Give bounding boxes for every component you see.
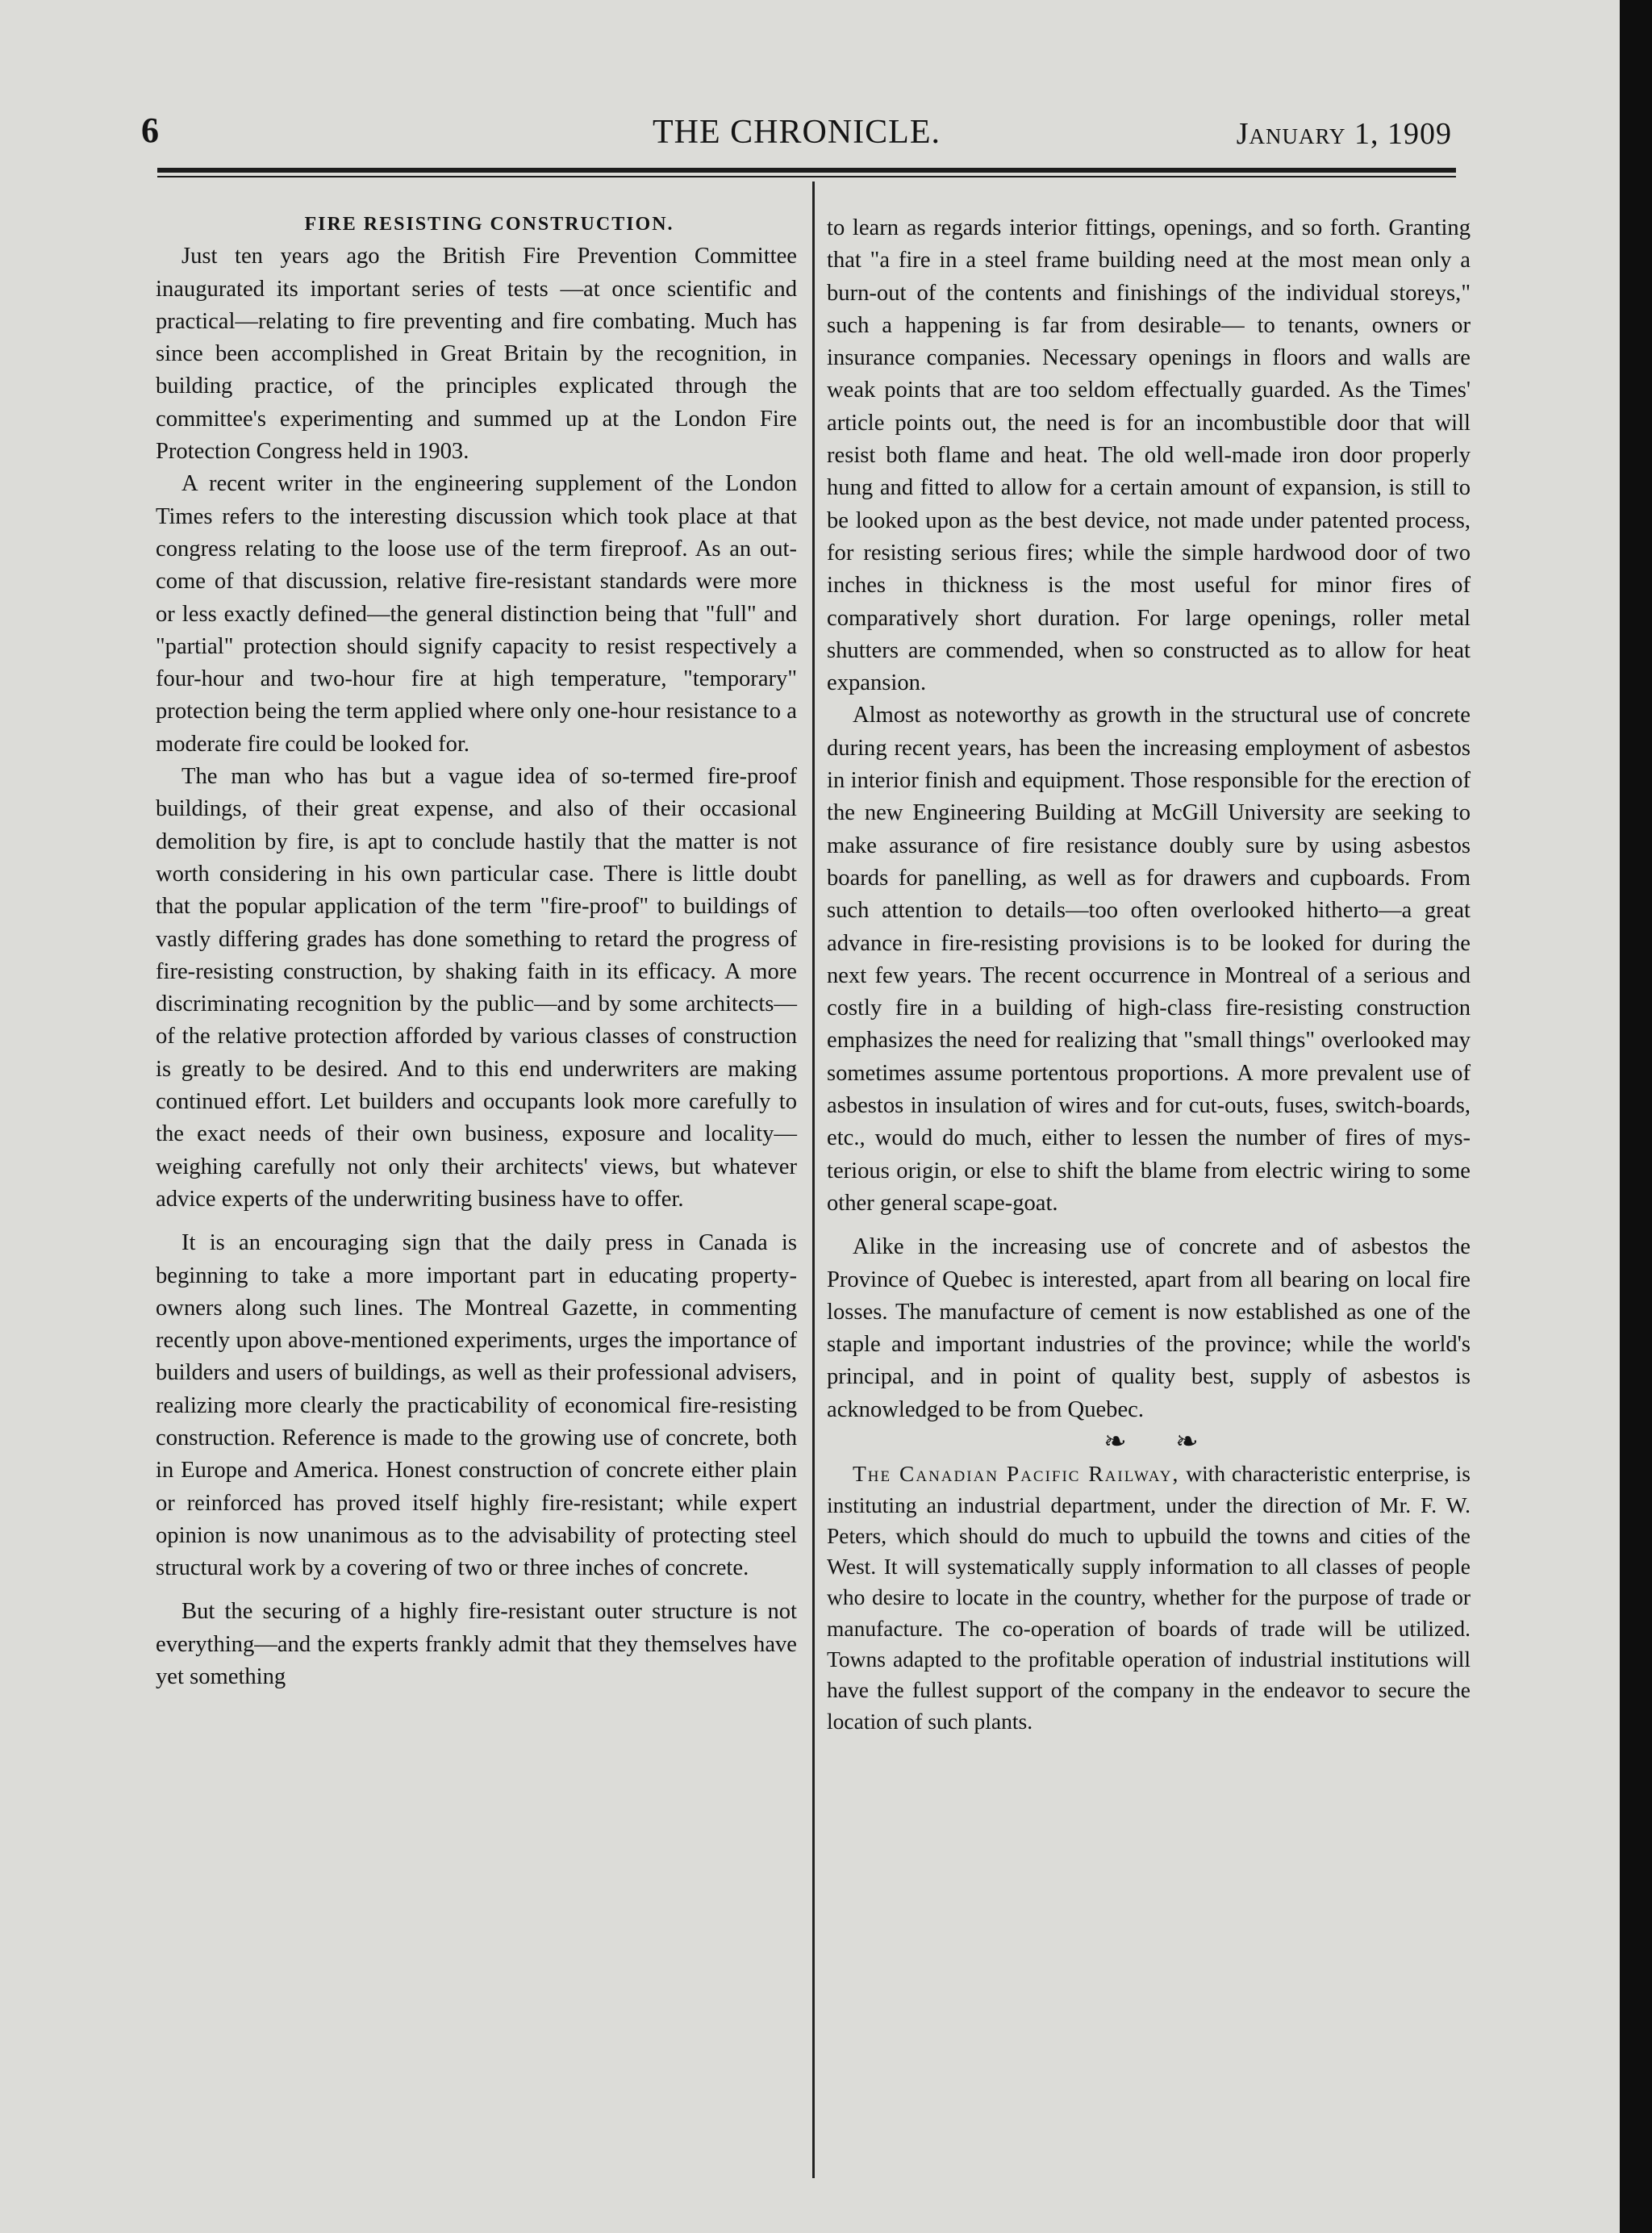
paragraph: But the securing of a highly fire-resistant outer structure is not everything—and the experts frankly admit that they themselves have yet something (156, 1599, 797, 1690)
article-title: FIRE RESISTING CONSTRUCTION. (304, 214, 674, 235)
scan-edge (1620, 0, 1652, 2233)
section-divider-ornament: ❧ ❧ (1103, 1426, 1220, 1457)
header-rule-thin (157, 176, 1456, 177)
left-column (156, 208, 797, 1693)
page-number: 6 (141, 111, 159, 150)
cpr-news-item (827, 1459, 1471, 1737)
paragraph: Alike in the increasing use of concrete and of asbestos the Province of Quebec is interested, apart from all bearing on local fire losses. The manufacture of cement is now established as one of the staple and important industries of the province; while the world's principal, and in point of quality best, supply of asbestos is acknowledged to be from Quebec. (827, 1234, 1471, 1422)
right-column (827, 212, 1471, 1737)
publication-title: THE CHRONICLE. (653, 114, 941, 151)
paragraph: It is an encouraging sign that the daily press in Canada is beginning to take a more important part in educating property-owners along such lines. The Montreal Gazette, in commenting recently upon above-mentioned experiments, urges the importance of builders and users of buildings, as well as their professional advisers, realizing more clearly the practicability of economical fire-resisting construction. Reference is made to the growing use of concrete, both in Europe and America. Honest construction of concrete either plain or reinforced has proved itself highly fire-resistant; while expert opinion is now unanimous as to the advisability of protecting steel structural work by a covering of two or three inches of concrete. (156, 1230, 797, 1581)
cpr-item-lead: The Canadian Pacific Railway, (853, 1461, 1180, 1487)
paragraph: A recent writer in the engineering supplement of the London Times refers to the interesting discussion which took place at that congress relating to the loose use of the term fireproof. As an outcome of that discussion, relative fire-resistant standards were more or less exactly defined—the general distinction being that "full" and "partial" protection should signify capacity to resist respectively a four-hour and two-hour fire at high temperature, "temporary" protection being the term applied where only one-hour resistance to a moderate fire could be looked for. (156, 471, 797, 757)
header-rule-thick (157, 168, 1456, 173)
paragraph: The man who has but a vague idea of so-termed fire-proof buildings, of their great expense, and also of their occasional demolition by fire, is apt to conclude hastily that the matter is not worth considering in his own particular case. There is little doubt that the popular application of the term "fire-proof" to buildings of vastly differing grades has done something to retard the progress of fire-resisting construction, by shaking faith in its efficacy. A more discriminating recognition by the public—and by some architects—of the relative protection afforded by various classes of construction is greatly to be desired. And to this end underwriters are making continued effort. Let builders and occupants look more carefully to the exact needs of their own business, exposure and locality—weighing carefully not only their architects' views, but whatever advice experts of the underwriting business have to offer. (156, 764, 797, 1212)
column-divider (812, 182, 815, 2178)
issue-date: January 1, 1909 (1236, 117, 1452, 151)
paragraph: Almost as noteworthy as growth in the structural use of concrete during recent years, has been the increasing employment of asbestos in interior finish and equipment. Those responsible for the erection of the new Engineering Building at McGill University are seeking to make assurance of fire resistance doubly sure by using asbestos boards for panelling, as well as for drawers and cupboards. From such attention to details—too often overlooked hitherto—a great advance in fire-resisting provisions is to be looked for during the next few years. The recent occurrence in Montreal of a serious and costly fire in a building of high-class fire-resisting construction emphasizes the need for realizing that "small things" overlooked may sometimes assume portentous proportions. A more prevalent use of asbestos in insulation of wires and for cut-outs, fuses, switch-boards, etc., would do much, either to lessen the number of fires of mysterious origin, or else to shift the blame from electric wiring to some other general scape-goat. (827, 703, 1471, 1216)
page-header (141, 110, 1452, 166)
paragraph-continued: to learn as regards interior fittings, openings, and so forth. Granting that "a fire in a steel frame building need at the most mean only a burn-out of the contents and finishings of the individual storeys," such a happening is far from desirable— to tenants, owners or insurance companies. Necessary openings in floors and walls are weak points that are too seldom effectually guarded. As the Times' article points out, the need is for an incombustible door that will resist both flame and heat. The old well-made iron door properly hung and fitted to allow for a certain amount of expansion, is still to be looked upon as the best device, not made under patented process, for resisting serious fires; while the simple hardwood door of two inches in thickness is the most useful for minor fires of comparatively short duration. For large openings, roller metal shutters are commended, when so constructed as to allow for heat expansion. (827, 215, 1471, 696)
cpr-item-text: with characteristic enterprise, is instituting an industrial department, under the direction of Mr. F. W. Peters, which should do much to upbuild the towns and cities of the West. It will systematically supply information to all classes of people who desire to locate in the country, whether for the purpose of trade or manufacture. The co-operation of boards of trade will be utilized. Towns adapted to the profitable operation of industrial institutions will have the fullest support of the company in the endeavor to secure the location of such plants. (827, 1461, 1471, 1734)
paragraph: Just ten years ago the British Fire Prevention Committee inaugurated its important series of tests —at once scientific and practical—relating to fire preventing and fire combating. Much has since been accomplished in Great Britain by the recognition, in building practice, of the principles explicated through the committee's experimenting and summed up at the London Fire Protection Congress held in 1903. (156, 244, 797, 465)
